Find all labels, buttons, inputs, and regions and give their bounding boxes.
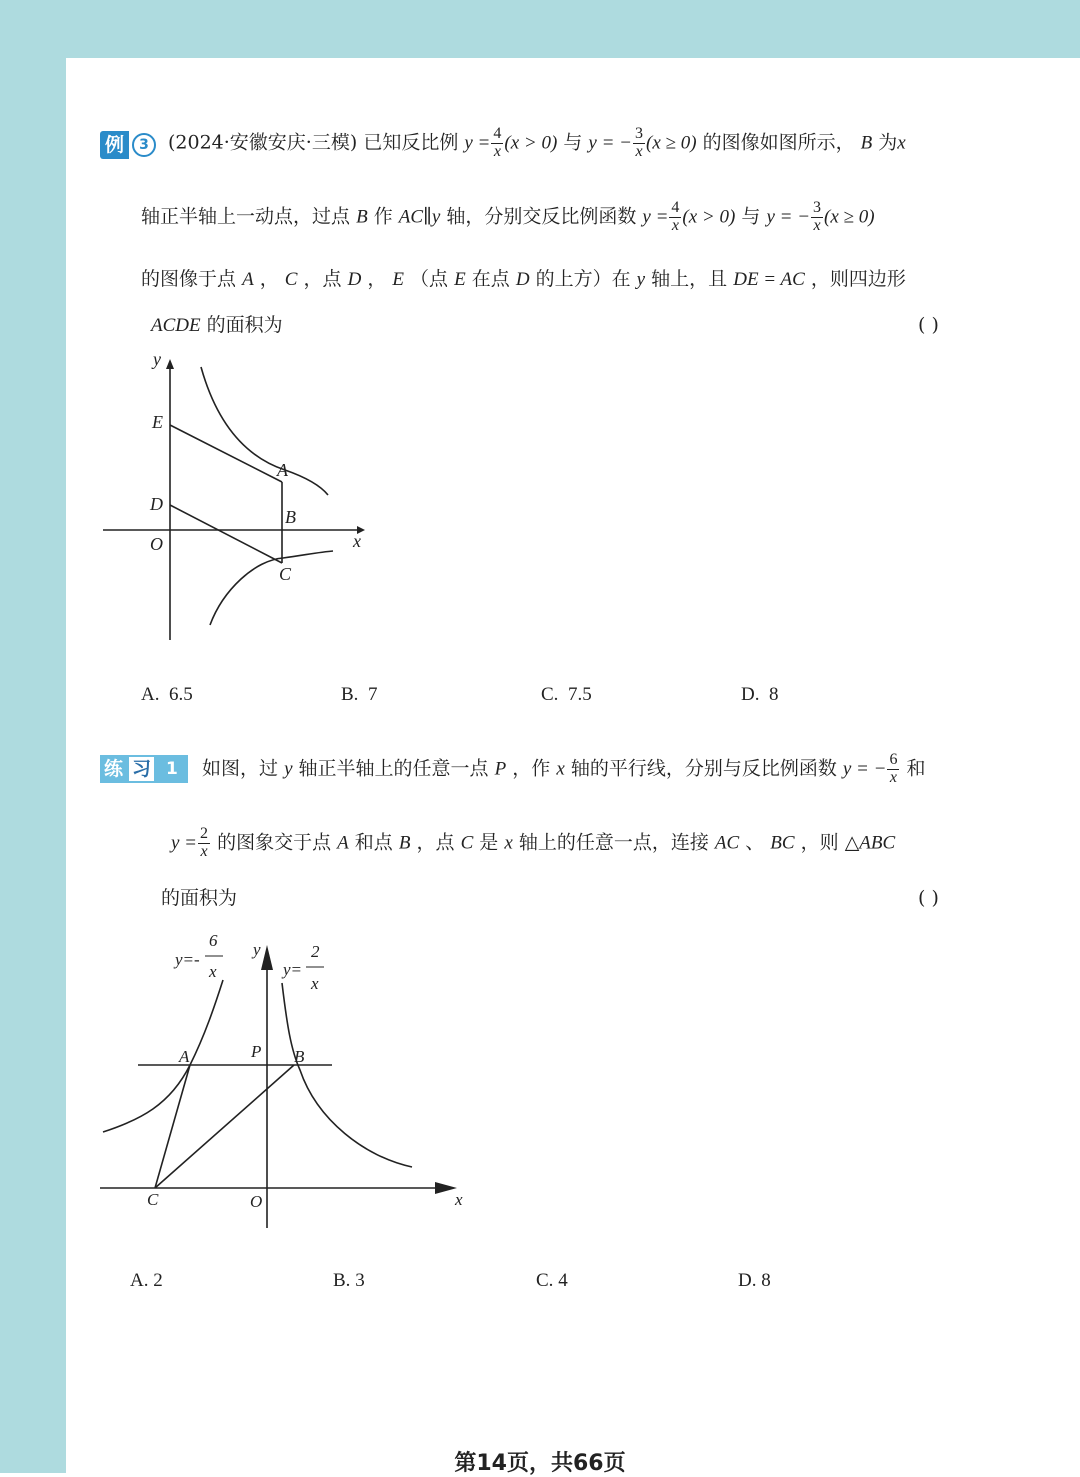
point-label: B xyxy=(356,206,368,228)
denominator: x xyxy=(200,842,208,860)
top-band xyxy=(0,0,1080,58)
denominator: x xyxy=(813,216,821,234)
segment-DC xyxy=(170,505,282,563)
choice-B[interactable] xyxy=(341,684,377,706)
practice-line-1 xyxy=(202,752,926,787)
choice-value: 3 xyxy=(355,1270,365,1291)
text: ，则四边形 xyxy=(810,268,906,290)
text: 轴正半轴上一动点，过点 xyxy=(141,205,351,228)
numerator: 3 xyxy=(635,125,643,142)
formula-condition: (x > 0) xyxy=(504,132,558,154)
curve-neg6-over-x xyxy=(103,980,223,1132)
example-graph xyxy=(95,345,375,645)
text: 的图像如图所示， xyxy=(702,131,855,154)
right-fn-lhs: y= xyxy=(283,960,303,979)
var: x xyxy=(556,758,565,780)
choice-letter: B. xyxy=(333,1270,351,1291)
denominator: x xyxy=(493,142,501,160)
left-fn-den: x xyxy=(209,962,217,981)
label-B: B xyxy=(294,1047,305,1066)
y-axis-arrow xyxy=(261,945,273,970)
practice-badge xyxy=(100,755,188,783)
left-fn-num: 6 xyxy=(209,931,218,950)
numerator: 2 xyxy=(200,825,209,842)
text: 与 xyxy=(563,131,583,154)
segment-label: BC xyxy=(770,832,795,854)
text: 的上方）在 xyxy=(535,268,631,290)
label-x: x xyxy=(353,531,361,551)
x-axis-arrow xyxy=(435,1182,457,1194)
choice-value: 7.5 xyxy=(567,684,592,705)
choice-letter: B. xyxy=(341,684,359,705)
right-fn-num: 2 xyxy=(311,942,320,961)
choice-letter: D. xyxy=(741,684,760,705)
formula-lhs: y = xyxy=(171,832,198,854)
point-label: C xyxy=(460,832,474,854)
y-axis-arrow xyxy=(166,359,174,369)
text: 在点 xyxy=(471,268,510,290)
label-D: D xyxy=(150,494,163,514)
example-line-4 xyxy=(151,316,283,335)
text: 是 xyxy=(479,831,499,854)
segment-AC xyxy=(155,1065,190,1188)
text: 的图像于点 xyxy=(141,268,237,290)
text: 已知反比例 xyxy=(363,131,459,154)
example-badge-label: 例 xyxy=(100,131,129,159)
numerator: 6 xyxy=(889,751,898,768)
answer-blank: ( ) xyxy=(918,887,939,909)
label-y: y xyxy=(153,349,161,369)
point-label: D xyxy=(515,269,530,290)
text: 为 xyxy=(878,131,898,154)
choice-letter: C. xyxy=(536,1270,554,1291)
text: 轴上，且 xyxy=(651,268,728,290)
equation: DE = AC xyxy=(733,269,805,290)
label-C: C xyxy=(279,564,292,584)
curve-2-over-x xyxy=(282,983,412,1167)
choice-value: 8 xyxy=(768,684,779,705)
fraction xyxy=(198,826,210,861)
text: ，则 xyxy=(800,831,839,854)
point-label: E xyxy=(392,269,404,290)
choice-A[interactable] xyxy=(130,1270,163,1292)
practice-line-2 xyxy=(171,826,895,861)
choice-D[interactable] xyxy=(741,684,778,706)
label-B: B xyxy=(285,507,296,527)
label-A: A xyxy=(179,1047,190,1066)
text: 轴上的任意一点，连接 xyxy=(518,831,709,854)
point-label: E xyxy=(454,269,466,290)
parallel-expr: AC∥y xyxy=(398,206,441,228)
label-E: E xyxy=(152,412,163,432)
point-label: D xyxy=(347,269,362,290)
choice-letter: A. xyxy=(141,684,160,705)
choice-C[interactable] xyxy=(536,1270,568,1292)
example-source: (2024·安徽安庆·三模) xyxy=(168,131,358,154)
text: ，点 xyxy=(303,268,342,290)
practice-line-3: 的面积为 xyxy=(161,887,238,909)
text: 和点 xyxy=(354,831,393,854)
numerator: 3 xyxy=(813,199,822,216)
denominator: x xyxy=(889,768,897,786)
segment-EA xyxy=(170,425,282,482)
formula-condition: (x > 0) xyxy=(682,206,736,228)
fraction xyxy=(669,200,681,235)
practice-badge-a: 练 xyxy=(100,755,127,783)
denominator: x xyxy=(671,216,679,234)
denominator: x xyxy=(635,142,643,160)
choice-value: 7 xyxy=(367,684,378,705)
text: ，点 xyxy=(416,831,455,854)
label-O: O xyxy=(150,534,163,554)
text: 和 xyxy=(906,757,926,780)
practice-badge-number: 1 xyxy=(156,755,188,783)
text: 的图象交于点 xyxy=(217,831,332,854)
curve-neg3-over-x xyxy=(210,551,333,625)
label-x: x xyxy=(455,1190,463,1209)
answer-blank: ( ) xyxy=(918,314,939,336)
point-label: A xyxy=(337,832,349,854)
point-label: A xyxy=(242,269,254,290)
text: 、 xyxy=(745,831,765,854)
formula-lhs: y = xyxy=(642,206,669,228)
example-line-1 xyxy=(168,126,906,161)
text: 轴，分别交反比例函数 xyxy=(446,205,637,228)
choice-value: 6.5 xyxy=(168,684,193,705)
label-P: P xyxy=(251,1042,262,1061)
var: x xyxy=(504,832,513,854)
text: ，作 xyxy=(512,757,551,780)
left-band xyxy=(0,0,66,1473)
point-label: P xyxy=(494,758,507,780)
example-line-2 xyxy=(141,200,875,235)
quad-name: ACDE xyxy=(151,315,201,336)
numerator: 4 xyxy=(671,199,680,216)
choice-C[interactable] xyxy=(541,684,592,706)
example-badge xyxy=(100,131,156,159)
formula-lhs: y = − xyxy=(588,132,632,154)
formula-condition: (x ≥ 0) xyxy=(646,132,697,154)
point-label: C xyxy=(284,269,298,290)
text: 的面积为 xyxy=(206,314,283,336)
text: 如图，过 xyxy=(202,757,279,780)
formula-lhs: y = − xyxy=(766,206,811,228)
text: 与 xyxy=(741,205,761,228)
segment-label: AC xyxy=(714,832,740,854)
point-label: B xyxy=(860,132,873,154)
left-fn-lhs: y=- xyxy=(175,950,200,969)
text: 作 xyxy=(373,205,393,228)
choice-D[interactable] xyxy=(738,1270,771,1292)
fraction xyxy=(491,126,503,161)
choice-letter: A. xyxy=(130,1270,149,1291)
label-A: A xyxy=(277,460,288,480)
var: y xyxy=(284,758,293,780)
choice-A[interactable] xyxy=(141,684,193,706)
text: （点 xyxy=(410,268,449,290)
point-label: B xyxy=(398,832,411,854)
text: 轴正半轴上的任意一点 xyxy=(298,757,489,780)
practice-badge-b: 习 xyxy=(127,755,156,783)
fraction xyxy=(887,752,899,787)
choice-letter: C. xyxy=(541,684,559,705)
var: x xyxy=(897,132,906,154)
practice-graph xyxy=(95,925,475,1235)
fraction xyxy=(633,126,645,161)
formula-lhs: y = − xyxy=(842,758,887,780)
example-badge-number: 3 xyxy=(132,133,156,157)
text: 轴的平行线，分别与反比例函数 xyxy=(570,757,837,780)
choice-value: 4 xyxy=(558,1270,568,1291)
formula-lhs: y = xyxy=(464,132,491,154)
example-line-3: 的图像于点 A ， C ，点 D ， E （点 E 在点 D 的上方）在 y 轴上，且 DE = AC ，则四边形 xyxy=(141,268,906,290)
label-y: y xyxy=(253,940,261,959)
label-O: O xyxy=(250,1192,263,1211)
choice-letter: D. xyxy=(738,1270,757,1291)
curve-4-over-x xyxy=(201,367,328,495)
triangle-label: △ABC xyxy=(844,832,896,854)
formula-condition: (x ≥ 0) xyxy=(824,206,875,228)
right-fn-den: x xyxy=(311,974,319,993)
choice-value: 2 xyxy=(153,1270,163,1291)
var: y xyxy=(636,269,646,290)
page-footer: 第14页，共66页 xyxy=(454,1451,626,1476)
choice-B[interactable] xyxy=(333,1270,365,1292)
label-C: C xyxy=(147,1190,159,1209)
fraction xyxy=(811,200,823,235)
segment-BC xyxy=(155,1065,294,1188)
choice-value: 8 xyxy=(761,1270,771,1291)
numerator: 4 xyxy=(493,125,502,142)
